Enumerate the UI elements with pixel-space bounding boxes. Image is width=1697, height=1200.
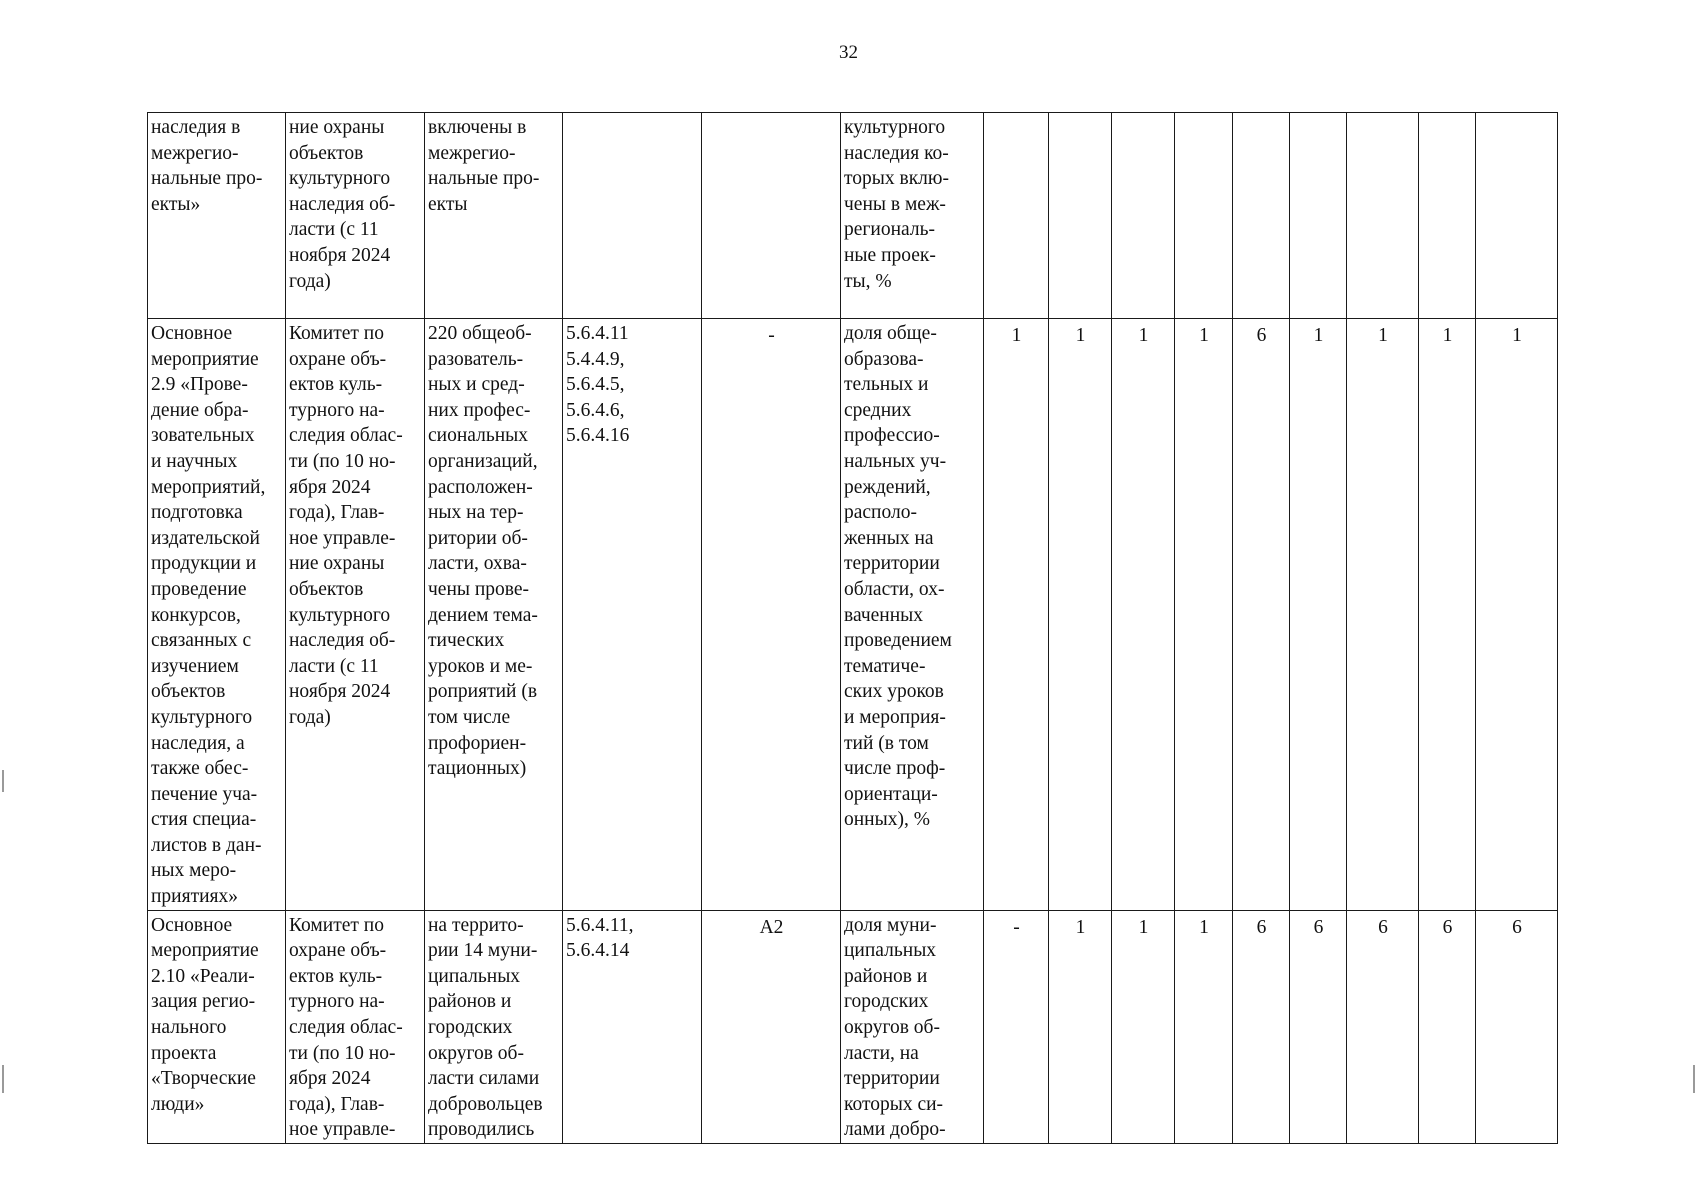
- value-cell: [984, 113, 1049, 319]
- table-row: [148, 319, 1558, 911]
- project-cell: [702, 113, 841, 319]
- value-cell: [1112, 113, 1175, 319]
- table-row: [148, 113, 1558, 319]
- codes-cell: 5.6.4.11, 5.6.4.14: [563, 910, 702, 1143]
- value-cell: 6: [1347, 910, 1419, 1143]
- project-cell: А2: [702, 910, 841, 1143]
- executor-cell: Комитет по охране объ- ектов куль- турного на- следия облас- ти (по 10 но- ября 2024 года), Глав- ное управле- ние охраны объектов культурного наследия об- ласти (с 11 ноября 2024 года): [286, 319, 425, 911]
- indicator-cell: доля муни- ципальных районов и городских округов об- ласти, на территории которых си- лами добро-: [841, 910, 984, 1143]
- value-cell: 6: [1233, 319, 1290, 911]
- event-cell: наследия в межрегио- нальные про- екты»: [148, 113, 286, 319]
- value-cell: [1233, 113, 1290, 319]
- result-cell: 220 общеоб- разователь- ных и сред- них профес- сиональных организаций, расположен- ных на тер- ритории об- ласти, охва- чены прове- дением тема- тических уроков и ме- роприятий (в том числе профориен- тационных): [425, 319, 563, 911]
- executor-cell: ние охраны объектов культурного наследия об- ласти (с 11 ноября 2024 года): [286, 113, 425, 319]
- scan-edge-mark-right: [1693, 1065, 1695, 1093]
- value-cell: 1: [984, 319, 1049, 911]
- event-cell: Основное мероприятие 2.10 «Реали- зация регио- нального проекта «Творческие люди»: [148, 910, 286, 1143]
- value-cell: 6: [1419, 910, 1476, 1143]
- value-cell: 1: [1049, 319, 1112, 911]
- value-cell: 1: [1347, 319, 1419, 911]
- value-cell: 1: [1476, 319, 1558, 911]
- value-cell: 6: [1290, 910, 1347, 1143]
- value-cell: [1049, 113, 1112, 319]
- value-cell: [1419, 113, 1476, 319]
- value-cell: 6: [1476, 910, 1558, 1143]
- value-cell: 1: [1419, 319, 1476, 911]
- value-cell: [1290, 113, 1347, 319]
- event-cell: Основное мероприятие 2.9 «Прове- дение обра- зовательных и научных мероприятий, подготовка издательской продукции и проведение конкурсов, связанных с изучением объектов культурного наследия, а также обес- печение уча- стия специа- листов в дан- ных меро- приятиях»: [148, 319, 286, 911]
- value-cell: -: [984, 910, 1049, 1143]
- value-cell: 1: [1290, 319, 1347, 911]
- project-cell: -: [702, 319, 841, 911]
- value-cell: 1: [1175, 319, 1233, 911]
- codes-cell: 5.6.4.11 5.4.4.9, 5.6.4.5, 5.6.4.6, 5.6.4.16: [563, 319, 702, 911]
- result-cell: включены в межрегио- нальные про- екты: [425, 113, 563, 319]
- result-cell: на террито- рии 14 муни- ципальных районов и городских округов об- ласти силами добровольцев проводились: [425, 910, 563, 1143]
- indicator-cell: доля обще- образова- тельных и средних профессио- нальных уч- реждений, располо- женных на территории области, ох- ваченных проведением тематиче- ских уроков и мероприя- тий (в том числе проф- ориентаци- онных), %: [841, 319, 984, 911]
- value-cell: 1: [1049, 910, 1112, 1143]
- value-cell: 1: [1175, 910, 1233, 1143]
- scan-edge-mark-left: [2, 770, 4, 792]
- value-cell: [1347, 113, 1419, 319]
- scan-edge-mark-left: [2, 1065, 4, 1093]
- value-cell: 1: [1112, 319, 1175, 911]
- table-row: [148, 910, 1558, 1143]
- indicator-cell: культурного наследия ко- торых вклю- чены в меж- региональ- ные проек- ты, %: [841, 113, 984, 319]
- value-cell: [1175, 113, 1233, 319]
- value-cell: 1: [1112, 910, 1175, 1143]
- executor-cell: Комитет по охране объ- ектов куль- турного на- следия облас- ти (по 10 но- ября 2024 года), Глав- ное управле-: [286, 910, 425, 1143]
- page-number: 32: [839, 42, 858, 63]
- program-table: [147, 112, 1558, 1144]
- value-cell: 6: [1233, 910, 1290, 1143]
- value-cell: [1476, 113, 1558, 319]
- codes-cell: [563, 113, 702, 319]
